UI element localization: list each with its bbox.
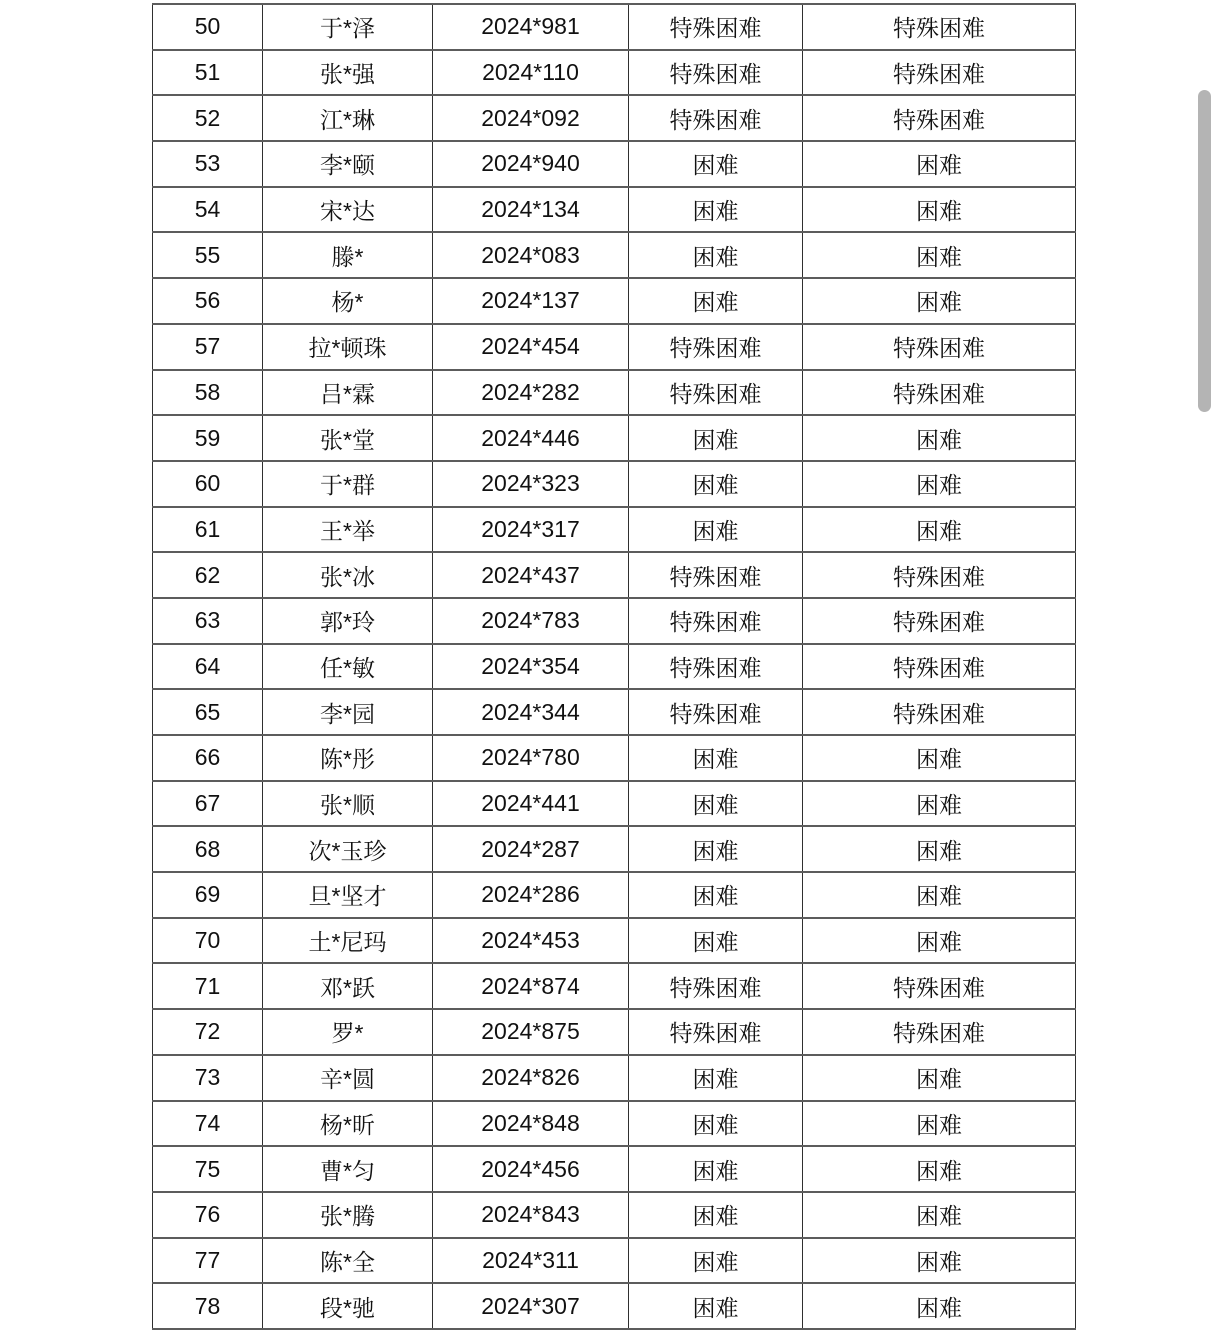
level-cell-a: 特殊困难	[629, 598, 803, 644]
table-row	[153, 232, 1076, 278]
level-cell-b: 特殊困难	[803, 50, 1076, 96]
level-cell-a: 困难	[629, 232, 803, 278]
application-code-cell: 2024*286	[433, 872, 629, 918]
table-row	[153, 95, 1076, 141]
masked-name-cell: 张*顺	[263, 781, 433, 827]
level-cell-a: 困难	[629, 187, 803, 233]
table-row	[153, 1101, 1076, 1147]
level-cell-b: 困难	[803, 232, 1076, 278]
serial-number-cell: 54	[153, 187, 263, 233]
application-code-cell: 2024*354	[433, 644, 629, 690]
level-cell-a: 困难	[629, 1146, 803, 1192]
level-cell-b: 困难	[803, 735, 1076, 781]
level-cell-b: 困难	[803, 141, 1076, 187]
level-cell-a: 困难	[629, 826, 803, 872]
serial-number-cell: 63	[153, 598, 263, 644]
serial-number-cell: 67	[153, 781, 263, 827]
application-code-cell: 2024*137	[433, 278, 629, 324]
masked-name-cell: 王*举	[263, 507, 433, 553]
level-cell-b: 困难	[803, 415, 1076, 461]
masked-name-cell: 张*腾	[263, 1192, 433, 1238]
application-code-cell: 2024*317	[433, 507, 629, 553]
masked-name-cell: 罗*	[263, 1009, 433, 1055]
application-code-cell: 2024*323	[433, 461, 629, 507]
level-cell-a: 困难	[629, 461, 803, 507]
serial-number-cell: 55	[153, 232, 263, 278]
application-code-cell: 2024*874	[433, 963, 629, 1009]
application-code-cell: 2024*083	[433, 232, 629, 278]
application-code-cell: 2024*092	[433, 95, 629, 141]
level-cell-a: 特殊困难	[629, 1009, 803, 1055]
table-row	[153, 644, 1076, 690]
serial-number-cell: 61	[153, 507, 263, 553]
level-cell-b: 困难	[803, 1283, 1076, 1329]
level-cell-b: 特殊困难	[803, 1009, 1076, 1055]
application-code-cell: 2024*843	[433, 1192, 629, 1238]
level-cell-b: 困难	[803, 918, 1076, 964]
masked-name-cell: 李*园	[263, 689, 433, 735]
table-row	[153, 1055, 1076, 1101]
serial-number-cell: 62	[153, 552, 263, 598]
level-cell-b: 特殊困难	[803, 4, 1076, 50]
level-cell-a: 困难	[629, 781, 803, 827]
level-cell-a: 困难	[629, 872, 803, 918]
serial-number-cell: 70	[153, 918, 263, 964]
level-cell-b: 困难	[803, 826, 1076, 872]
level-cell-a: 困难	[629, 507, 803, 553]
level-cell-b: 特殊困难	[803, 324, 1076, 370]
application-code-cell: 2024*307	[433, 1283, 629, 1329]
table-row	[153, 735, 1076, 781]
masked-name-cell: 陈*全	[263, 1238, 433, 1284]
serial-number-cell: 59	[153, 415, 263, 461]
serial-number-cell: 68	[153, 826, 263, 872]
vertical-scrollbar-thumb[interactable]	[1198, 90, 1211, 412]
application-code-cell: 2024*826	[433, 1055, 629, 1101]
masked-name-cell: 于*群	[263, 461, 433, 507]
level-cell-a: 特殊困难	[629, 689, 803, 735]
application-code-cell: 2024*311	[433, 1238, 629, 1284]
masked-name-cell: 张*堂	[263, 415, 433, 461]
application-code-cell: 2024*287	[433, 826, 629, 872]
level-cell-b: 困难	[803, 1192, 1076, 1238]
masked-name-cell: 段*驰	[263, 1283, 433, 1329]
application-code-cell: 2024*875	[433, 1009, 629, 1055]
level-cell-b: 困难	[803, 872, 1076, 918]
serial-number-cell: 58	[153, 370, 263, 416]
level-cell-b: 困难	[803, 278, 1076, 324]
serial-number-cell: 72	[153, 1009, 263, 1055]
table-row	[153, 415, 1076, 461]
masked-name-cell: 杨*	[263, 278, 433, 324]
level-cell-a: 困难	[629, 415, 803, 461]
masked-name-cell: 江*琳	[263, 95, 433, 141]
level-cell-b: 困难	[803, 461, 1076, 507]
serial-number-cell: 56	[153, 278, 263, 324]
level-cell-a: 特殊困难	[629, 50, 803, 96]
table-row	[153, 781, 1076, 827]
application-code-cell: 2024*848	[433, 1101, 629, 1147]
level-cell-a: 困难	[629, 1192, 803, 1238]
table-row	[153, 1283, 1076, 1329]
masked-name-cell: 滕*	[263, 232, 433, 278]
level-cell-b: 特殊困难	[803, 644, 1076, 690]
serial-number-cell: 66	[153, 735, 263, 781]
level-cell-b: 困难	[803, 781, 1076, 827]
application-code-cell: 2024*783	[433, 598, 629, 644]
serial-number-cell: 75	[153, 1146, 263, 1192]
table-row	[153, 872, 1076, 918]
table-row	[153, 918, 1076, 964]
level-cell-a: 困难	[629, 278, 803, 324]
level-cell-a: 特殊困难	[629, 324, 803, 370]
table-row	[153, 370, 1076, 416]
application-code-cell: 2024*981	[433, 4, 629, 50]
level-cell-a: 困难	[629, 1101, 803, 1147]
table-row	[153, 507, 1076, 553]
level-cell-b: 特殊困难	[803, 963, 1076, 1009]
level-cell-a: 特殊困难	[629, 963, 803, 1009]
masked-name-cell: 郭*玲	[263, 598, 433, 644]
serial-number-cell: 71	[153, 963, 263, 1009]
serial-number-cell: 52	[153, 95, 263, 141]
masked-name-cell: 曹*匀	[263, 1146, 433, 1192]
level-cell-a: 特殊困难	[629, 644, 803, 690]
masked-name-cell: 拉*顿珠	[263, 324, 433, 370]
level-cell-a: 特殊困难	[629, 370, 803, 416]
application-code-cell: 2024*456	[433, 1146, 629, 1192]
masked-name-cell: 李*颐	[263, 141, 433, 187]
application-code-cell: 2024*453	[433, 918, 629, 964]
level-cell-b: 特殊困难	[803, 370, 1076, 416]
masked-name-cell: 张*强	[263, 50, 433, 96]
masked-name-cell: 于*泽	[263, 4, 433, 50]
application-code-cell: 2024*441	[433, 781, 629, 827]
level-cell-a: 困难	[629, 1055, 803, 1101]
table-row	[153, 278, 1076, 324]
serial-number-cell: 69	[153, 872, 263, 918]
masked-name-cell: 吕*霖	[263, 370, 433, 416]
masked-name-cell: 旦*坚才	[263, 872, 433, 918]
level-cell-b: 困难	[803, 507, 1076, 553]
table-row	[153, 552, 1076, 598]
level-cell-a: 特殊困难	[629, 552, 803, 598]
level-cell-b: 困难	[803, 1238, 1076, 1284]
serial-number-cell: 77	[153, 1238, 263, 1284]
masked-name-cell: 邓*跃	[263, 963, 433, 1009]
table-row	[153, 50, 1076, 96]
serial-number-cell: 76	[153, 1192, 263, 1238]
application-code-cell: 2024*282	[433, 370, 629, 416]
table-row	[153, 1009, 1076, 1055]
level-cell-b: 困难	[803, 187, 1076, 233]
application-code-cell: 2024*446	[433, 415, 629, 461]
level-cell-a: 困难	[629, 141, 803, 187]
application-code-cell: 2024*437	[433, 552, 629, 598]
table-row	[153, 826, 1076, 872]
serial-number-cell: 78	[153, 1283, 263, 1329]
application-code-cell: 2024*780	[433, 735, 629, 781]
roster-table-body	[153, 4, 1076, 1329]
serial-number-cell: 57	[153, 324, 263, 370]
masked-name-cell: 土*尼玛	[263, 918, 433, 964]
roster-table	[152, 3, 1076, 1330]
serial-number-cell: 53	[153, 141, 263, 187]
table-row	[153, 461, 1076, 507]
masked-name-cell: 辛*圆	[263, 1055, 433, 1101]
table-row	[153, 598, 1076, 644]
serial-number-cell: 51	[153, 50, 263, 96]
application-code-cell: 2024*454	[433, 324, 629, 370]
serial-number-cell: 60	[153, 461, 263, 507]
level-cell-a: 特殊困难	[629, 4, 803, 50]
level-cell-a: 困难	[629, 918, 803, 964]
table-row	[153, 1146, 1076, 1192]
level-cell-a: 困难	[629, 1238, 803, 1284]
masked-name-cell: 任*敏	[263, 644, 433, 690]
serial-number-cell: 64	[153, 644, 263, 690]
application-code-cell: 2024*940	[433, 141, 629, 187]
application-code-cell: 2024*134	[433, 187, 629, 233]
level-cell-b: 困难	[803, 1055, 1076, 1101]
table-row	[153, 963, 1076, 1009]
application-code-cell: 2024*110	[433, 50, 629, 96]
masked-name-cell: 张*冰	[263, 552, 433, 598]
application-code-cell: 2024*344	[433, 689, 629, 735]
table-row	[153, 324, 1076, 370]
level-cell-b: 困难	[803, 1146, 1076, 1192]
level-cell-b: 特殊困难	[803, 598, 1076, 644]
serial-number-cell: 73	[153, 1055, 263, 1101]
table-row	[153, 187, 1076, 233]
table-row	[153, 689, 1076, 735]
level-cell-a: 困难	[629, 1283, 803, 1329]
serial-number-cell: 65	[153, 689, 263, 735]
table-row	[153, 141, 1076, 187]
masked-name-cell: 宋*达	[263, 187, 433, 233]
serial-number-cell: 74	[153, 1101, 263, 1147]
level-cell-b: 困难	[803, 1101, 1076, 1147]
level-cell-a: 困难	[629, 735, 803, 781]
masked-name-cell: 次*玉珍	[263, 826, 433, 872]
level-cell-a: 特殊困难	[629, 95, 803, 141]
table-row	[153, 1238, 1076, 1284]
table-row	[153, 4, 1076, 50]
level-cell-b: 特殊困难	[803, 552, 1076, 598]
level-cell-b: 特殊困难	[803, 689, 1076, 735]
table-row	[153, 1192, 1076, 1238]
serial-number-cell: 50	[153, 4, 263, 50]
masked-name-cell: 陈*彤	[263, 735, 433, 781]
masked-name-cell: 杨*昕	[263, 1101, 433, 1147]
level-cell-b: 特殊困难	[803, 95, 1076, 141]
